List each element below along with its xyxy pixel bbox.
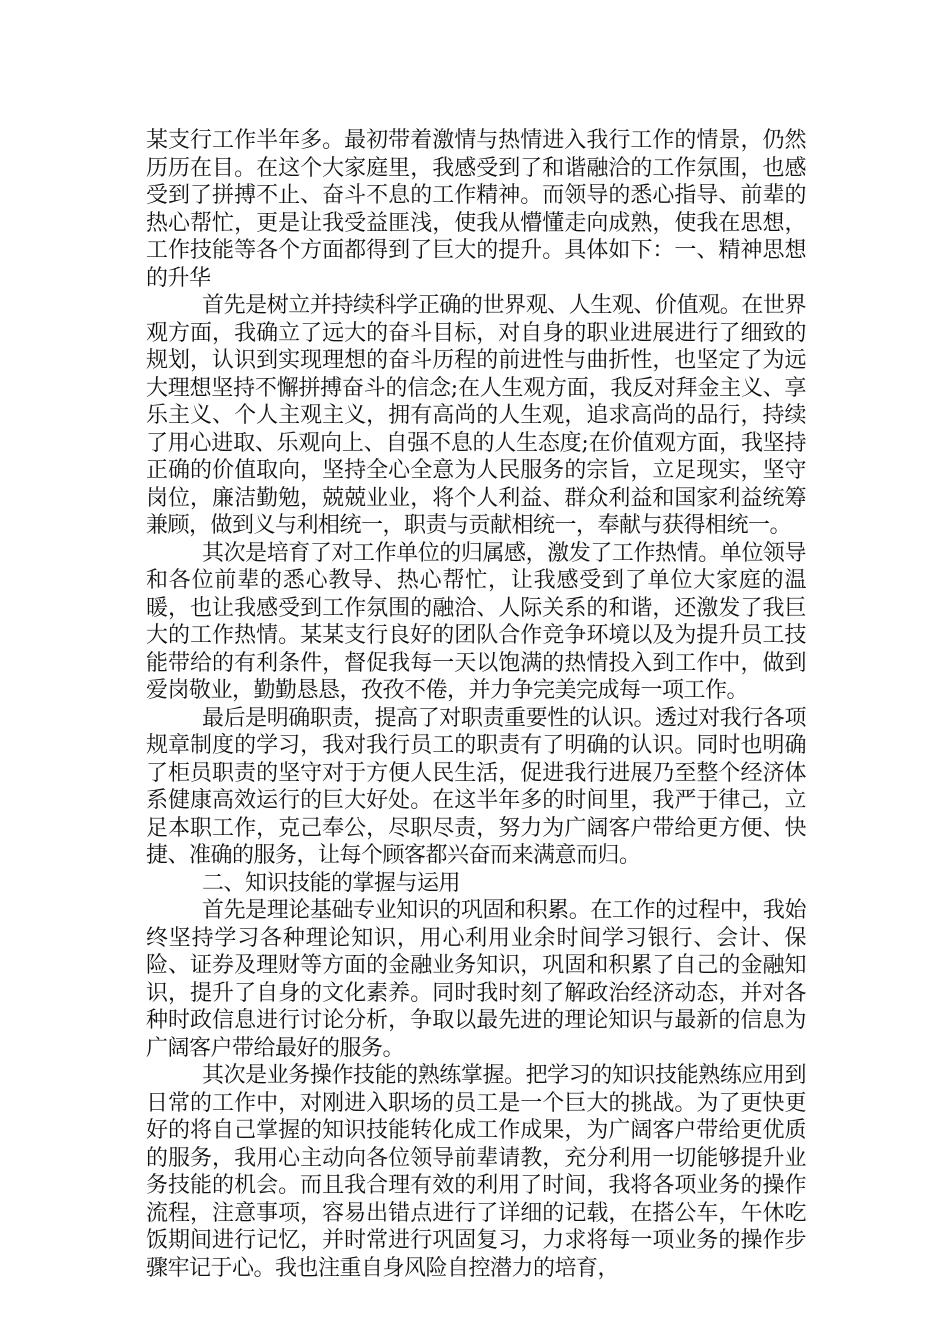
paragraph-intro: 某支行工作半年多。最初带着激情与热情进入我行工作的情景，仍然历历在目。在这个大家庭里，我感受到了和谐融洽的工作氛围，也感受到了拼搏不止、奋斗不息的工作精神。而领导的悉心指导、前辈的热心帮忙，更是让我受益匪浅，使我从懵懂走向成熟，使我在思想，工作技能等各个方面都得到了巨大的提升。具体如下：一、精神思想的升华 [146, 128, 806, 291]
paragraph-worldview: 首先是树立并持续科学正确的世界观、人生观、价值观。在世界观方面，我确立了远大的奋斗目标，对自身的职业进展进行了细致的规划，认识到实现理想的奋斗历程的前进性与曲折性，也坚定了为远大理想坚持不懈拼搏奋斗的信念;在人生观方面，我反对拜金主义、享乐主义、个人主观主义，拥有高尚的人生观，追求高尚的品行，持续了用心进取、乐观向上、自强不息的人生态度;在价值观方面，我坚持正确的价值取向，坚持全心全意为人民服务的宗旨，立足现实，坚守岗位，廉洁勤勉，兢兢业业，将个人利益、群众利益和国家利益统筹兼顾，做到义与利相统一，职责与贡献相统一，奉献与获得相统一。 [146, 293, 806, 538]
section-heading-knowledge-skills: 二、知识技能的掌握与运用 [202, 870, 461, 896]
paragraph-operation-skills: 其次是业务操作技能的熟练掌握。把学习的知识技能熟练应用到日常的工作中，对刚进入职场的员工是一个巨大的挑战。为了更快更好的将自己掌握的知识技能转化成工作成果，为广阔客户带给更优质的服务，我用心主动向各位领导前辈请教，充分利用一切能够提升业务技能的机会。而且我合理有效的利用了时间，我将各项业务的操作流程，注意事项，容易出错点进行了详细的记载，在搭公车，午休吃饭期间进行记忆，并时常进行巩固复习，力求将每一项业务的操作步骤牢记于心。我也注重自身风险自控潜力的培育， [146, 1063, 806, 1281]
paragraph-theory-knowledge: 首先是理论基础专业知识的巩固和积累。在工作的过程中，我始终坚持学习各种理论知识，用心利用业余时间学习银行、会计、保险、证券及理财等方面的金融业务知识，巩固和积累了自己的金融知识，提升了自身的文化素养。同时我时刻了解政治经济动态，并对各种时政信息进行讨论分析，争取以最先进的理论知识与最新的信息为广阔客户带给最好的服务。 [146, 898, 806, 1061]
paragraph-responsibility: 最后是明确职责，提高了对职责重要性的认识。透过对我行各项规章制度的学习，我对我行员工的职责有了明确的认识。同时也明确了柜员职责的坚守对于方便人民生活，促进我行进展乃至整个经济体系健康高效运行的巨大好处。在这半年多的时间里，我严于律己，立足本职工作，克己奉公，尽职尽责，努力为广阔客户带给更方便、快捷、准确的服务，让每个顾客都兴奋而来满意而归。 [146, 705, 806, 868]
document-page [146, 127, 806, 1282]
paragraph-belonging: 其次是培育了对工作单位的归属感，激发了工作热情。单位领导和各位前辈的悉心教导、热心帮忙，让我感受到了单位大家庭的温暖，也让我感受到工作氛围的融洽、人际关系的和谐，还激发了我巨大的工作热情。某某支行良好的团队合作竞争环境以及为提升员工技能带给的有利条件，督促我每一天以饱满的热情投入到工作中，做到爱岗敬业，勤勤恳恳，孜孜不倦，并力争完美完成每一项工作。 [146, 540, 806, 703]
